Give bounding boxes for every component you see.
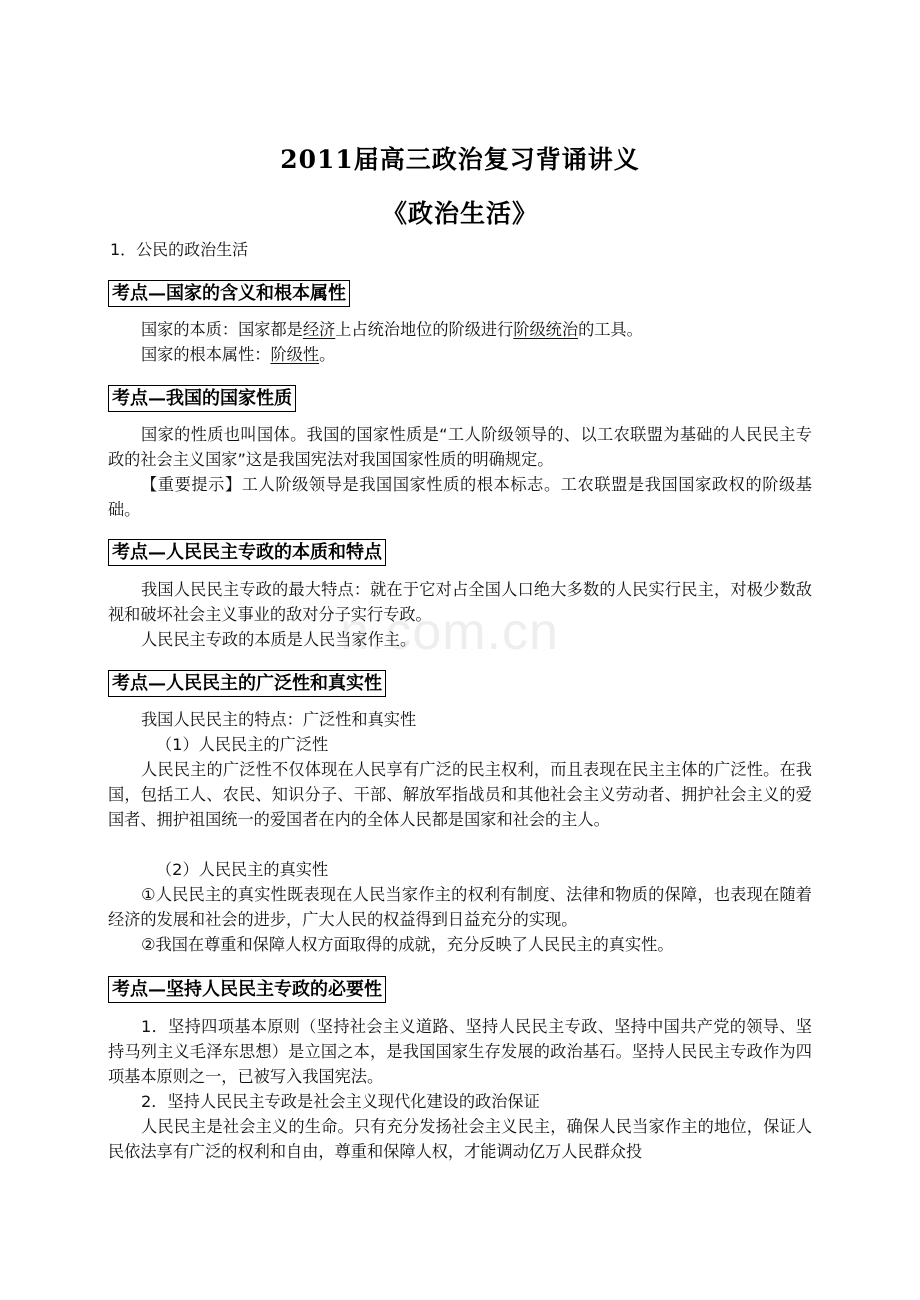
paragraph: 我国人民民主的特点：广泛性和真实性 — [141, 710, 417, 729]
paragraph: 人民民主的广泛性不仅体现在人民享有广泛的民主权利，而且表现在民主主体的广泛性。在我国，包括工人、农民、知识分子、干部、解放军指战员和其他社会主义劳动者、拥护社会主义的爱国者、拥护祖国统一的爱国者在内的全体人民都是国家和社会的主人。 — [108, 760, 812, 829]
paragraph: 人民民主专政的本质是人民当家作主。 — [141, 630, 417, 649]
topic-heading: 考点—人民民主的广泛性和真实性 — [108, 670, 386, 697]
topic-heading: 考点—坚持人民民主专政的必要性 — [108, 976, 386, 1003]
topic-heading: 考点—我国的国家性质 — [108, 385, 296, 412]
paragraph: ①人民民主的真实性既表现在人民当家作主的权利有制度、法律和物质的保障，也表现在随着经济的发展和社会的进步，广大人民的权益得到日益充分的实现。 — [108, 885, 812, 929]
section-label: 1．公民的政治生活 — [110, 240, 249, 259]
paragraph: 人民民主是社会主义的生命。只有充分发扬社会主义民主，确保人民当家作主的地位，保证人民依法享有广泛的权利和自由，尊重和保障人权，才能调动亿万人民群众投 — [108, 1117, 812, 1161]
topic-heading: 考点—人民民主专政的本质和特点 — [108, 539, 386, 566]
paragraph: 国家的本质：国家都是经济上占统治地位的阶级进行阶级统治的工具。 — [141, 320, 643, 339]
paragraph: （1）人民民主的广泛性 — [156, 735, 329, 754]
paragraph: 国家的性质也叫国体。我国的国家性质是“工人阶级领导的、以工农联盟为基础的人民民主专政的社会主义国家”这是我国宪法对我国国家性质的明确规定。 — [108, 425, 812, 469]
watermark: n.com.cn — [340, 603, 559, 661]
document-title: 2011届高三政治复习背诵讲义 — [280, 145, 640, 174]
paragraph: 我国人民民主专政的最大特点：就在于它对占全国人口绝大多数的人民实行民主，对极少数敌视和破坏社会主义事业的敌对分子实行专政。 — [108, 580, 812, 624]
paragraph: 【重要提示】工人阶级领导是我国国家性质的根本标志。工农联盟是我国国家政权的阶级基础。 — [108, 475, 812, 519]
paragraph: 2．坚持人民民主专政是社会主义现代化建设的政治保证 — [141, 1092, 540, 1111]
paragraph: （2）人民民主的真实性 — [156, 860, 329, 879]
document-subtitle: 《政治生活》 — [381, 199, 538, 228]
paragraph: 国家的根本属性：阶级性。 — [141, 345, 336, 364]
topic-heading: 考点—国家的含义和根本属性 — [108, 280, 350, 307]
paragraph: 1．坚持四项基本原则（坚持社会主义道路、坚持人民民主专政、坚持中国共产党的领导、坚持马列主义毛泽东思想）是立国之本，是我国国家生存发展的政治基石。坚持人民民主专政作为四项基本原则之一，已被写入我国宪法。 — [108, 1017, 812, 1086]
paragraph: ②我国在尊重和保障人权方面取得的成就，充分反映了人民民主的真实性。 — [141, 935, 674, 954]
